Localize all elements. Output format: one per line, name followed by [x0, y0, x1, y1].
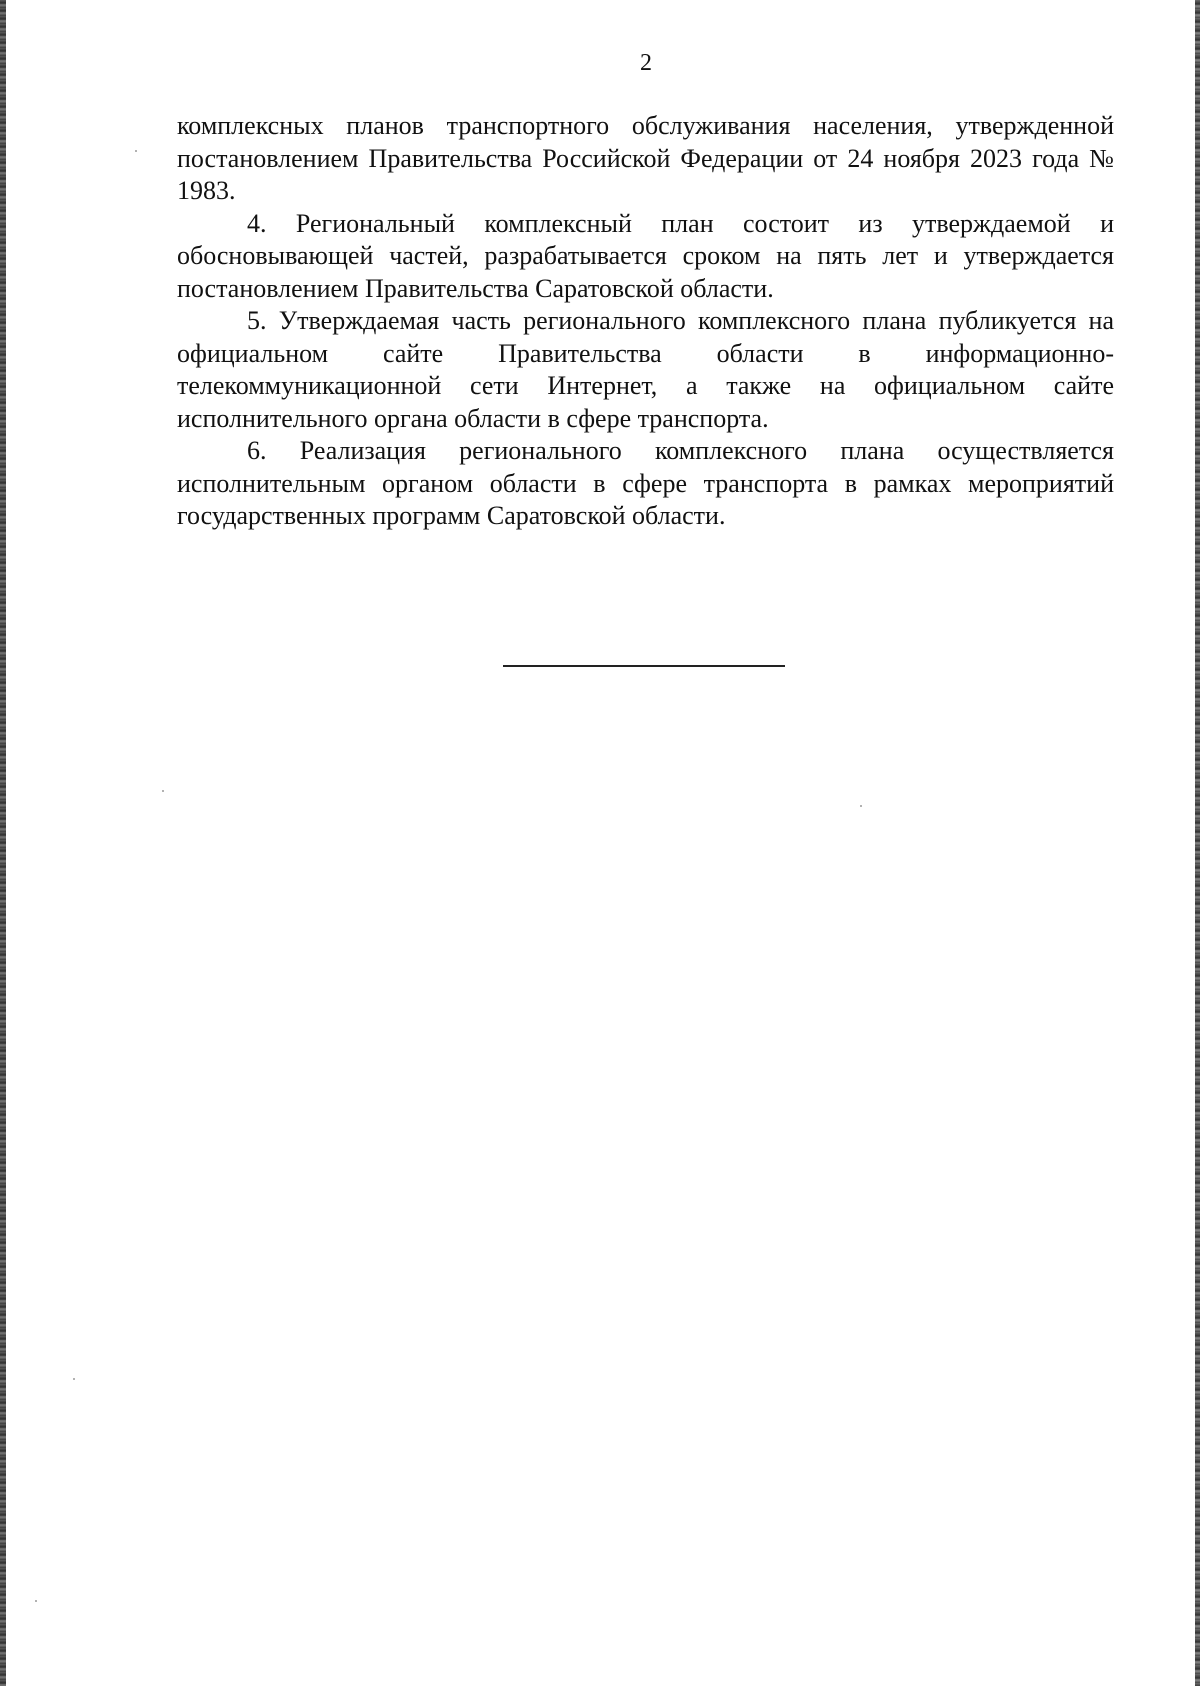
end-of-document-rule — [503, 665, 785, 667]
paragraph-continuation: комплексных планов транспортного обслуживания населения, утвержденной постановлением Правительства Российской Федерации от 24 ноября 2023 года № 1983. — [177, 111, 1114, 205]
scan-edge-left — [0, 0, 6, 1686]
page-number: 2 — [640, 50, 652, 76]
scan-speck — [73, 1378, 75, 1380]
scan-speck — [860, 805, 862, 807]
paragraph-item-4: 4. Региональный комплексный план состоит из утверждаемой и обосновывающей частей, разрабатывается сроком на пять лет и утверждается постановлением Правительства Саратовской области. — [177, 208, 1114, 303]
scan-edge-right — [1195, 0, 1200, 1686]
scan-speck — [135, 150, 137, 152]
paragraph-item-6: 6. Реализация регионального комплексного плана осуществляется исполнительным органом области в сфере транспорта в рамках мероприятий государственных программ Саратовской области. — [177, 436, 1114, 530]
scan-speck — [35, 1600, 37, 1602]
scan-speck — [162, 790, 164, 792]
document-body — [177, 110, 1114, 533]
paragraph-item-5: 5. Утверждаемая часть регионального комплексного плана публикуется на официальном сайте Правительства области в информационно-телекоммуникационной сети Интернет, а также на официальном сайте исполнительного органа области в сфере транспорта. — [177, 306, 1114, 433]
